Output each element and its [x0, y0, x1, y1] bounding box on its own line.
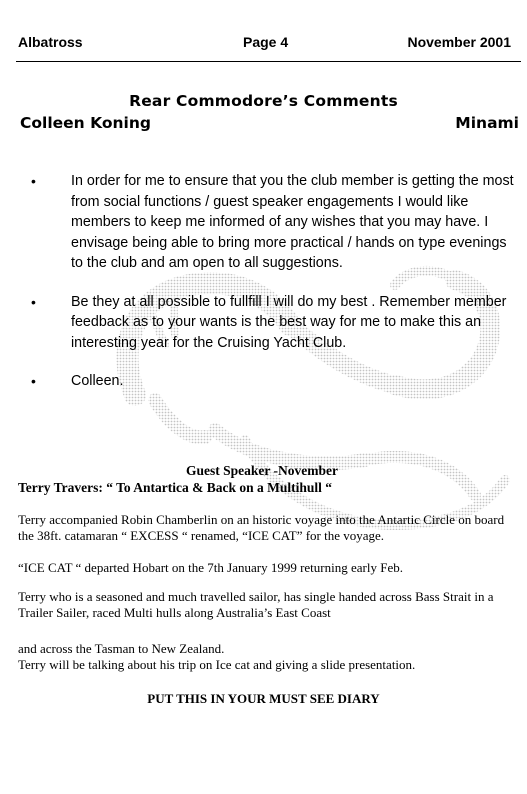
issue-date: November 2001 — [407, 34, 511, 50]
guest-speaker-title: Guest Speaker -November — [186, 463, 338, 478]
boat-name: Minami — [455, 114, 519, 132]
header-divider — [16, 61, 521, 62]
list-item-text: In order for me to ensure that you the club member is getting the most from social functions / guest speaker engagements I would like members to keep me informed of any wishes that you may have. I envisage being able to bring more practical / hands on type evenings to the club and am open to all suggestions. — [71, 173, 514, 271]
bullet-icon: • — [31, 373, 36, 389]
paragraph: “ICE CAT “ departed Hobart on the 7th January 1999 returning early Feb. — [18, 560, 403, 575]
newsletter-name: Albatross — [18, 34, 83, 50]
section-title: Rear Commodore’s Comments — [129, 92, 398, 110]
guest-speaker-subtitle: Terry Travers: “ To Antartica & Back on a Multihull “ — [18, 480, 333, 495]
list-item-text: Colleen. — [71, 373, 124, 389]
bullet-icon: • — [31, 173, 36, 189]
paragraph: Terry accompanied Robin Chamberlin on an historic voyage into the Antartic Circle on board the 38ft. catamaran “ EXCESS “ renamed, “ICE CAT” for the voyage. — [18, 512, 505, 543]
diary-reminder: PUT THIS IN YOUR MUST SEE DIARY — [147, 691, 380, 706]
paragraph: and across the Tasman to New Zealand. — [18, 641, 225, 656]
list-item — [0, 292, 527, 354]
list-item — [0, 371, 527, 392]
page-number: Page 4 — [243, 34, 289, 50]
paragraph: Terry who is a seasoned and much travelled sailor, has single handed across Bass Strait in a Trailer Sailer, raced Multi hulls along Australia’s East Coast — [18, 589, 494, 620]
list-item — [0, 171, 527, 274]
paragraph: Terry will be talking about his trip on Ice cat and giving a slide presentation. — [18, 657, 416, 672]
bullet-icon: • — [31, 293, 36, 310]
list-item-text: Be they at all possible to fullfill I will do my best . Remember member feedback as to your wants is the best way for me to make this an interesting year for the Cruising Yacht Club. — [71, 293, 507, 351]
comments-list — [0, 171, 527, 410]
author-name: Colleen Koning — [20, 114, 151, 132]
